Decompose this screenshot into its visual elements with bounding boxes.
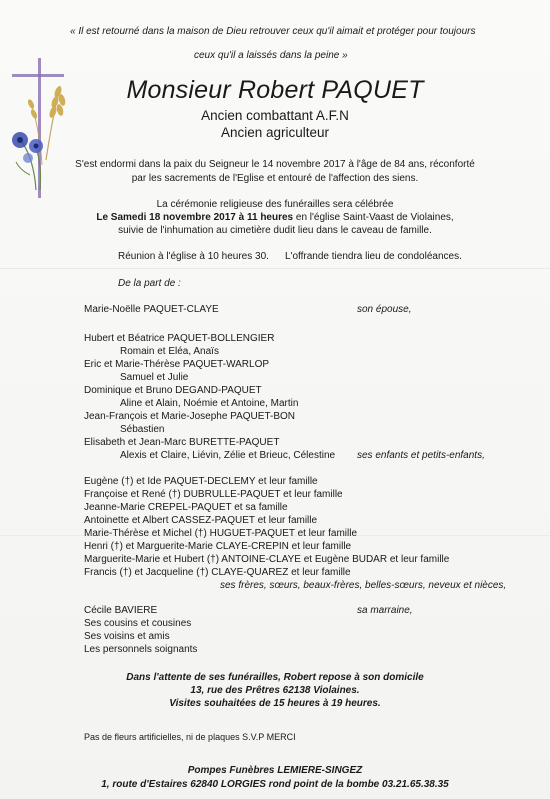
family-line: Marie-Thérèse et Michel (†) HUGUET-PAQUET et leur famille [84,528,358,539]
family-line: Romain et Eléa, Anaïs [120,346,219,357]
funeral-home-phone: 03.21.65.38.35 [382,779,449,790]
quote-line-2: ceux qu'il a laissés dans la peine » [194,50,348,61]
family-line: Elisabeth et Jean-Marc BURETTE-PAQUET [84,437,280,448]
family-line: Eugène (†) et Ide PAQUET-DECLEMY et leur famille [84,476,318,487]
family-line: Antoinette et Albert CASSEZ-PAQUET et leur famille [84,515,318,526]
family-line: Dominique et Bruno DEGAND-PAQUET [84,385,262,396]
deceased-title-2: Ancien agriculteur [220,125,330,140]
ceremony-line-2 [0,212,550,224]
family-line: Ses cousins et cousines [84,618,192,629]
family-line: Henri (†) et Marguerite-Marie CLAYE-CREPIN et leur famille [84,541,352,552]
quote-line-1: « Il est retourné dans la maison de Dieu retrouver ceux qu'il aimait et protéger pour toujours [70,26,476,37]
family-line: Samuel et Julie [120,372,189,383]
family-role: sa marraine, [357,605,413,616]
ceremony-line-3: suivie de l'inhumation au cimetière dudit lieu dans le caveau de famille. [118,225,432,236]
family-line: Jean-François et Marie-Josephe PAQUET-BON [84,411,296,422]
ceremony-date: Le Samedi 18 novembre 2017 à 11 heures [96,212,294,223]
repose-line-3: Visites souhaitées de 15 heures à 19 heures. [169,698,381,709]
de-la-part-heading: De la part de : [118,278,181,289]
offrande-text: L'offrande tiendra lieu de condoléances. [285,251,462,262]
family-line: Eric et Marie-Thérèse PAQUET-WARLOP [84,359,270,370]
family-line: Alexis et Claire, Liévin, Zélie et Brieuc, Célestine [120,450,336,461]
family-line: ses frères, sœurs, beaux-frères, belles-sœurs, neveux et nièces, [220,580,507,591]
no-flowers-note: Pas de fleurs artificielles, ni de plaques S.V.P MERCI [84,732,296,742]
family-line: Sébastien [120,424,165,435]
family-line: Les personnels soignants [84,644,198,655]
ceremony-place: en l'église Saint-Vaast de Violaines, [293,212,454,223]
family-line: Marie-Noëlle PAQUET-CLAYE [84,304,219,315]
family-line: Marguerite-Marie et Hubert (†) ANTOINE-CLAYE et Eugène BUDAR et leur famille [84,554,450,565]
deceased-title-1: Ancien combattant A.F.N [201,108,349,123]
family-role: ses enfants et petits-enfants, [357,450,485,461]
funeral-home-name: Pompes Funèbres LEMIERE-SINGEZ [187,765,363,776]
family-line: Hubert et Béatrice PAQUET-BOLLENGIER [84,333,275,344]
family-line: Ses voisins et amis [84,631,170,642]
announcement-line-1: S'est endormi dans la paix du Seigneur le 14 novembre 2017 à l'âge de 84 ans, réconforté [75,159,475,170]
funeral-home-street: 1, route d'Estaires 62840 LORGIES rond point de la bombe [101,779,380,790]
announcement-line-2: par les sacrements de l'Eglise et entouré de l'affection des siens. [131,173,419,184]
family-line: Aline et Alain, Noémie et Antoine, Martin [120,398,299,409]
repose-line-2: 13, rue des Prêtres 62138 Violaines. [190,685,360,696]
family-role: son épouse, [357,304,412,315]
family-line: Cécile BAVIERE [84,605,158,616]
funeral-home-address [0,779,550,791]
family-line: Jeanne-Marie CREPEL-PAQUET et sa famille [84,502,288,513]
ceremony-line-1: La cérémonie religieuse des funérailles sera célébrée [156,199,394,210]
repose-line-1: Dans l'attente de ses funérailles, Robert repose à son domicile [126,672,424,683]
paper-fold [0,268,550,269]
family-line: Francis (†) et Jacqueline (†) CLAYE-QUAREZ et leur famille [84,567,351,578]
deceased-name: Monsieur Robert PAQUET [126,76,424,104]
reunion-text: Réunion à l'église à 10 heures 30. [118,251,269,262]
family-line: Françoise et René (†) DUBRULLE-PAQUET et leur famille [84,489,343,500]
